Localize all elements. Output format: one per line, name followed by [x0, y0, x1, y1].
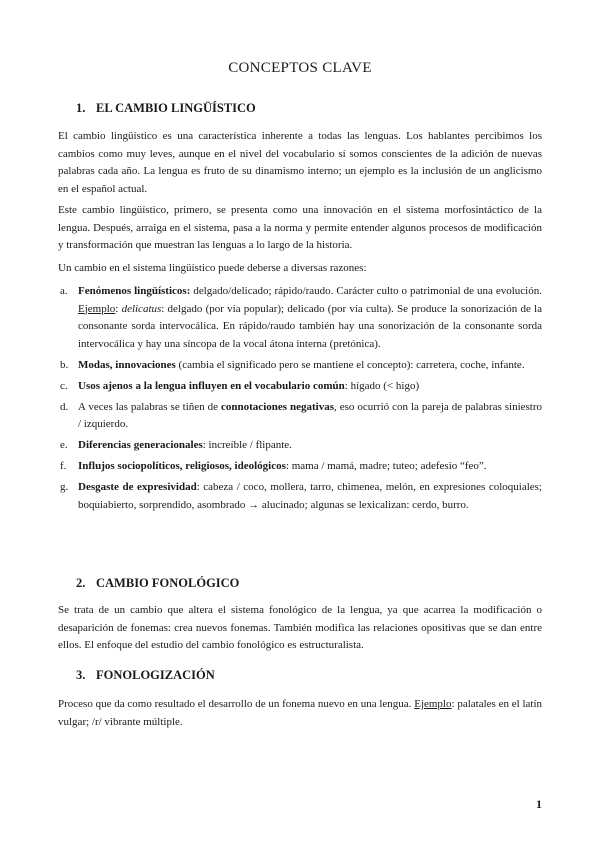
list-text: : mama / mamá, madre; tuteo; adefesio “feo”. [285, 460, 487, 472]
list-text: , eso ocurrió con la pareja de palabras siniestro / izquierdo. [78, 400, 543, 430]
section-title: EL CAMBIO LINGÜÍSTICO [96, 101, 256, 115]
list-text: : increíble / flipante. [202, 439, 292, 451]
list-marker: f. [60, 460, 67, 472]
list-term: connotaciones negativas [221, 400, 335, 413]
list-term: Diferencias generacionales [78, 439, 203, 451]
section-1-heading [76, 101, 256, 116]
list-term: Usos ajenos a la lengua influyen en el vocabulario común [78, 379, 345, 392]
latin-word: delicatus [121, 302, 162, 315]
section-title: FONOLOGIZACIÓN [96, 668, 215, 682]
section-title: CAMBIO FONOLÓGICO [96, 576, 240, 590]
list-marker: b. [60, 358, 69, 371]
section-number: 2. [76, 576, 86, 590]
list-text: A veces las palabras se tiñen de [78, 400, 222, 413]
list-term: Fenómenos lingüísticos: [78, 285, 191, 297]
reasons-list [58, 283, 542, 518]
list-term: Influjos sociopolíticos, religiosos, ideológicos [78, 460, 286, 472]
list-item [58, 357, 542, 375]
list-item [58, 283, 542, 353]
list-term: Modas, innovaciones [78, 358, 176, 371]
list-item [58, 458, 542, 476]
list-text: (cambia el significado pero se mantiene el concepto): carretera, coche, infante. [175, 358, 525, 371]
section-number: 1. [76, 101, 86, 115]
paragraph-text: Proceso que da como resultado el desarrollo de un fonema nuevo en una lengua. [58, 698, 415, 710]
list-marker: c. [60, 379, 68, 392]
section-2-heading [76, 576, 239, 591]
section-number: 3. [76, 668, 86, 682]
paragraph: Un cambio en el sistema lingüístico puede deberse a diversas razones: [58, 262, 367, 274]
list-text: : delgado (por vía popular); delicado (por vía culta). Se produce la sonorización de la consonante sorda intervocálica. En rápido/raudo también hay una sonorización de la consonante sorda intervocálica y hay una síncopa de la vocal átona interna (pretónica). [78, 302, 542, 350]
page-number: 1 [536, 797, 542, 811]
example-label: Ejemplo [414, 698, 452, 710]
paragraph: Se trata de un cambio que altera el sistema fonológico de la lengua, ya que acarrea la modificación o desaparición de fonemas: crea nuevos fonemas. También modifica las relaciones opositivas que se dan entre ellos. El enfoque del estudio del cambio fonológico es estructuralista. [58, 604, 542, 651]
paragraph: Este cambio lingüístico, primero, se presenta como una innovación en el sistema morfosintáctico de la lengua. Después, arraiga en el sistema, pasa a la norma y permite entender algunos procesos de modificación y transformación que muestran las lenguas a lo largo de la historia. [58, 204, 542, 251]
list-item [58, 378, 542, 396]
example-label: Ejemplo [78, 302, 116, 315]
list-text: : [115, 302, 122, 315]
list-term: Desgaste de expresividad [78, 481, 197, 493]
document-title: CONCEPTOS CLAVE [228, 60, 372, 76]
list-marker: e. [60, 439, 68, 451]
list-marker: d. [60, 400, 69, 413]
paragraph: El cambio lingüístico es una característica inherente a todas las lenguas. Los hablantes percibimos los cambios como muy leves, aunque en el nivel del vocabulario sí somos conscientes de la adición de nuevas palabras cada año. La lengua es fruto de su dinamismo interno; un ejemplo es la inclusión de un anglicismo en el español actual. [58, 130, 542, 195]
list-marker: a. [60, 285, 68, 297]
paragraph-text: : palatales en el latín vulgar; /r/ vibrante múltiple. [58, 698, 543, 728]
list-item [58, 479, 542, 514]
list-marker: g. [60, 481, 69, 493]
list-item [58, 399, 542, 434]
list-text: : cabeza / coco, mollera, tarro, chimenea, melón, en expresiones coloquiales; boquiabierto, sorprendido, asombrado → alucinado; algunas se lexicalizan: cerdo, burro. [78, 481, 542, 511]
section-3-heading [76, 668, 215, 683]
list-text: : hígado (< higo) [344, 379, 420, 392]
paragraph [58, 696, 542, 731]
list-text: delgado/delicado; rápido/raudo. Carácter culto o patrimonial de una evolución. [190, 285, 542, 297]
list-item [58, 437, 542, 455]
